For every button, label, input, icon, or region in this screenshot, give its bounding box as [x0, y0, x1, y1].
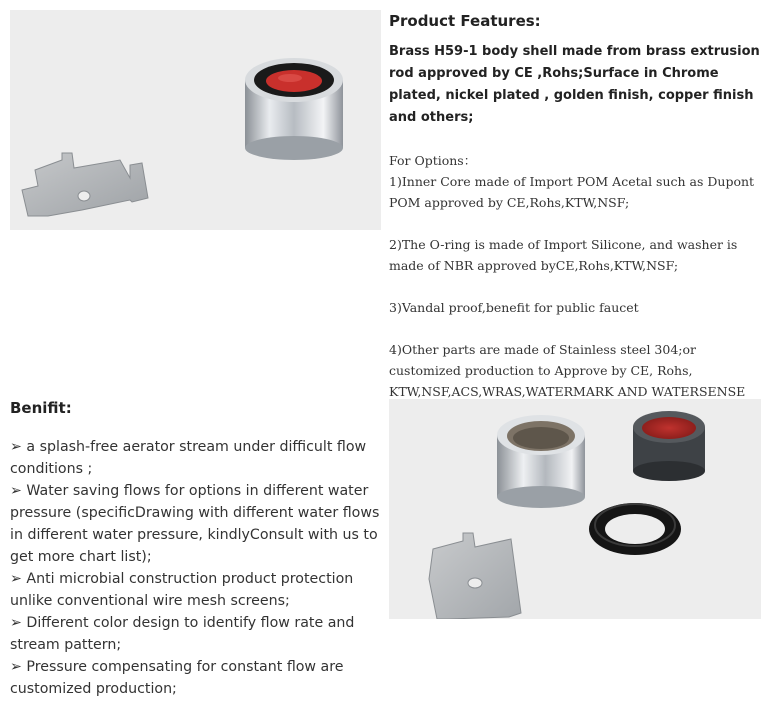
product-features-heading: Product Features: — [389, 12, 541, 30]
option-4: 4)Other parts are made of Stainless steel 304;or customized production to Approve by CE, Rohs, KTW,NSF,ACS,WRAS,WATERMARK AND WATERSENSE — [389, 342, 746, 399]
product-photo-parts — [389, 399, 761, 619]
features-body: Brass H59-1 body shell made from brass extrusion rod approved by CE ,Rohs;Surface in Chrome plated, nickel plated , golden finish, copper finish and others; — [389, 44, 760, 125]
benefit-item: ➢ Water saving flows for options in different water pressure (specificDrawing with different water flows in different water pressure, kindlyConsult with us to get more chart list); — [10, 483, 380, 565]
stainless-key-tool — [22, 153, 148, 216]
benefit-item: ➢ Anti microbial construction product protection unlike conventional wire mesh screens; — [10, 571, 354, 609]
benefit-list — [10, 436, 382, 700]
benefit-item: ➢ Different color design to identify flow rate and stream pattern; — [10, 615, 355, 653]
benefit-item: ➢ a splash-free aerator stream under difficult flow conditions ; — [10, 439, 367, 477]
rubber-washer — [589, 503, 681, 555]
benefit-heading: Benifit: — [10, 399, 72, 417]
product-photo-aerator-with-key — [10, 10, 381, 230]
chrome-aerator — [245, 58, 343, 160]
product-features-section — [389, 11, 761, 402]
plastic-core-insert — [633, 411, 705, 481]
option-3: 3)Vandal proof,benefit for public faucet — [389, 300, 639, 315]
benefit-item: ➢ Pressure compensating for constant flow are customized production; — [10, 659, 344, 697]
chrome-shell — [497, 415, 585, 508]
options-label: For Options： — [389, 153, 477, 168]
option-1: 1)Inner Core made of Import POM Acetal such as Dupont POM approved by CE,Rohs,KTW,NSF; — [389, 174, 755, 210]
option-2: 2)The O-ring is made of Import Silicone, and washer is made of NBR approved byCE,Rohs,KTW,NSF; — [389, 237, 738, 273]
stainless-key-tool — [429, 533, 521, 619]
benefit-section — [10, 398, 382, 700]
